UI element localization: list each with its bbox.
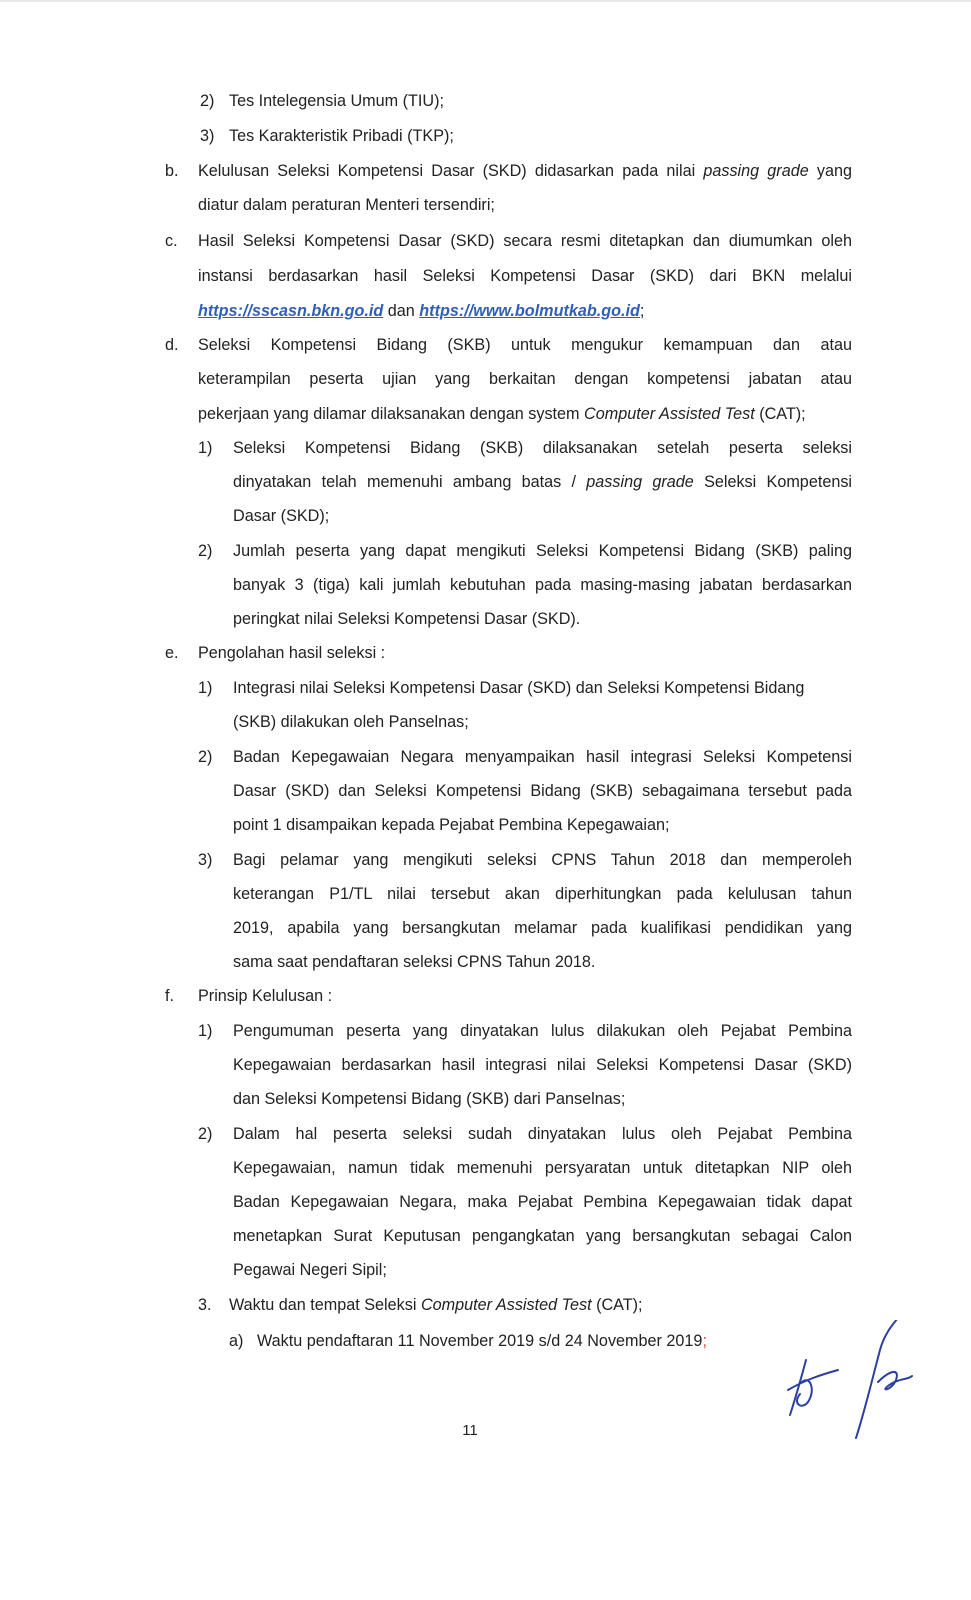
- paragraph-line: Pegawai Negeri Sipil;: [233, 1261, 387, 1279]
- list-marker: 3.: [198, 1296, 212, 1314]
- list-marker: 3): [200, 127, 215, 145]
- paragraph-line: peringkat nilai Seleksi Kompetensi Dasar (SKD).: [233, 610, 581, 628]
- paragraph-line: Kepegawaian berdasarkan hasil integrasi nilai Seleksi Kompetensi Dasar (SKD): [233, 1056, 852, 1074]
- page-number: 11: [462, 1422, 478, 1439]
- paragraph-line: Integrasi nilai Seleksi Kompetensi Dasar (SKD) dan Seleksi Kompetensi Bidang: [233, 679, 805, 697]
- list-marker: f.: [165, 987, 174, 1005]
- paragraph-line: Prinsip Kelulusan :: [198, 987, 333, 1005]
- paragraph-line: Kelulusan Seleksi Kompetensi Dasar (SKD) didasarkan pada nilai passing grade yang: [198, 162, 852, 180]
- paragraph-line: 2019, apabila yang bersangkutan melamar pada kualifikasi pendidikan yang: [233, 919, 852, 937]
- paragraph-line: (SKB) dilakukan oleh Panselnas;: [233, 713, 469, 731]
- paragraph-line: Kepegawaian, namun tidak memenuhi persyaratan untuk ditetapkan NIP oleh: [233, 1159, 852, 1177]
- paragraph-line: pekerjaan yang dilamar dilaksanakan dengan system Computer Assisted Test (CAT);: [198, 405, 806, 423]
- paragraph-line: diatur dalam peraturan Menteri tersendiri;: [198, 196, 495, 214]
- paragraph-line: menetapkan Surat Keputusan pengangkatan yang bersangkutan sebagai Calon: [233, 1227, 852, 1245]
- handwritten-initials-signature: [780, 1320, 940, 1440]
- paragraph-line: sama saat pendaftaran seleksi CPNS Tahun 2018.: [233, 953, 596, 971]
- paragraph-line: https://sscasn.bkn.go.id dan https://www.bolmutkab.go.id;: [198, 302, 645, 320]
- paragraph-line: Pengumuman peserta yang dinyatakan lulus dilakukan oleh Pejabat Pembina: [233, 1022, 852, 1040]
- list-marker: 1): [198, 439, 213, 457]
- list-marker: d.: [165, 336, 179, 354]
- list-marker: c.: [165, 232, 178, 250]
- paragraph-line: Badan Kepegawaian Negara menyampaikan hasil integrasi Seleksi Kompetensi: [233, 748, 852, 766]
- list-item-text: Tes Karakteristik Pribadi (TKP);: [229, 127, 454, 145]
- bolmutkab-link[interactable]: https://www.bolmutkab.go.id: [419, 302, 640, 320]
- list-marker: 2): [198, 748, 213, 766]
- scan-edge: [0, 0, 971, 2]
- list-marker: e.: [165, 644, 179, 662]
- list-item-text: Tes Intelegensia Umum (TIU);: [229, 92, 444, 110]
- paragraph-line: Dalam hal peserta seleksi sudah dinyatakan lulus oleh Pejabat Pembina: [233, 1125, 852, 1143]
- section-heading: Waktu dan tempat Seleksi Computer Assisted Test (CAT);: [229, 1296, 643, 1314]
- paragraph-line: keterampilan peserta ujian yang berkaitan dengan kompetensi jabatan atau: [198, 370, 852, 388]
- list-marker: 3): [198, 851, 213, 869]
- list-marker: 1): [198, 679, 213, 697]
- paragraph-line: Dasar (SKD);: [233, 507, 330, 525]
- paragraph-line: Seleksi Kompetensi Bidang (SKB) dilaksanakan setelah peserta seleksi: [233, 439, 852, 457]
- paragraph-line: dinyatakan telah memenuhi ambang batas / passing grade Seleksi Kompetensi: [233, 473, 853, 491]
- paragraph-line: Bagi pelamar yang mengikuti seleksi CPNS Tahun 2018 dan memperoleh: [233, 851, 852, 869]
- paragraph-line: Waktu pendaftaran 11 November 2019 s/d 24 November 2019;: [257, 1332, 707, 1350]
- paragraph-line: Pengolahan hasil seleksi :: [198, 644, 386, 662]
- paragraph-line: Hasil Seleksi Kompetensi Dasar (SKD) secara resmi ditetapkan dan diumumkan oleh: [198, 232, 852, 250]
- paragraph-line: Badan Kepegawaian Negara, maka Pejabat Pembina Kepegawaian tidak dapat: [233, 1193, 852, 1211]
- list-marker: b.: [165, 162, 179, 180]
- paragraph-line: Seleksi Kompetensi Bidang (SKB) untuk mengukur kemampuan dan atau: [198, 336, 852, 354]
- list-marker: a): [229, 1332, 244, 1350]
- paragraph-line: point 1 disampaikan kepada Pejabat Pembina Kepegawaian;: [233, 816, 670, 834]
- list-marker: 2): [198, 542, 213, 560]
- paragraph-line: keterangan P1/TL nilai tersebut akan diperhitungkan pada kelulusan tahun: [233, 885, 852, 903]
- paragraph-line: Jumlah peserta yang dapat mengikuti Seleksi Kompetensi Bidang (SKB) paling: [233, 542, 852, 560]
- paragraph-line: instansi berdasarkan hasil Seleksi Kompetensi Dasar (SKD) dari BKN melalui: [198, 267, 852, 285]
- paragraph-line: Dasar (SKD) dan Seleksi Kompetensi Bidang (SKB) sebagaimana tersebut pada: [233, 782, 852, 800]
- list-marker: 1): [198, 1022, 213, 1040]
- paragraph-line: banyak 3 (tiga) kali jumlah kebutuhan pada masing-masing jabatan berdasarkan: [233, 576, 852, 594]
- list-marker: 2): [198, 1125, 213, 1143]
- paragraph-line: dan Seleksi Kompetensi Bidang (SKB) dari Panselnas;: [233, 1090, 626, 1108]
- list-marker: 2): [200, 92, 215, 110]
- sscasn-link[interactable]: https://sscasn.bkn.go.id: [198, 302, 384, 320]
